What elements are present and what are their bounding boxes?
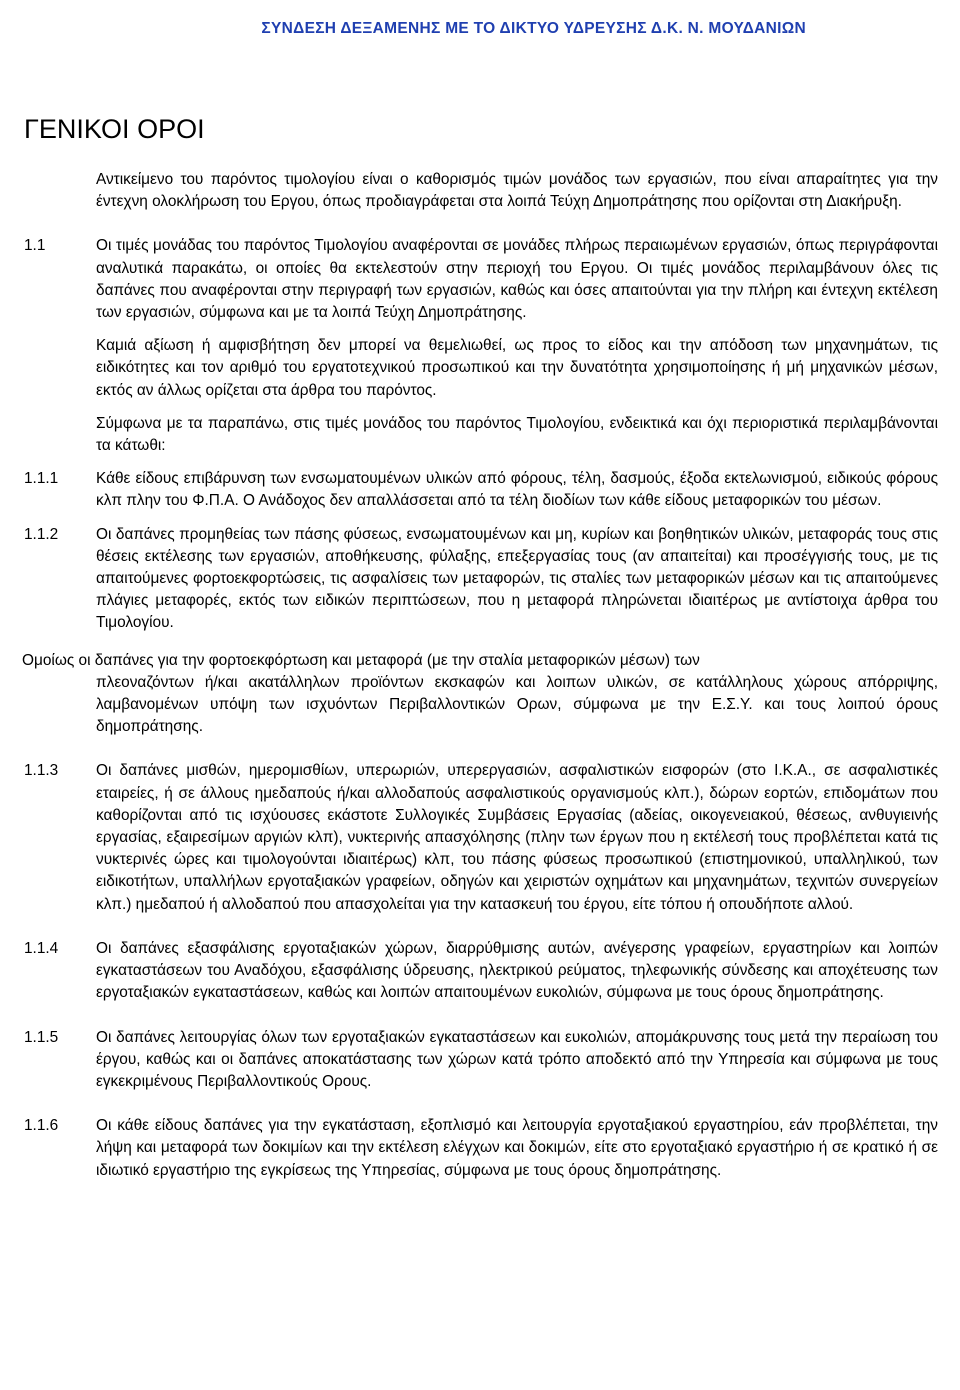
section-number: 1.1 [24,237,46,255]
list-item [24,760,938,915]
list-item [24,938,938,1005]
section-1-1-paragraph-2: Καμιά αξίωση ή αμφισβήτηση δεν μπορεί να θεμελιωθεί, ως προς το είδος και την απόδοση των μηχανημάτων, τις ειδικότητες και τον αριθμό του εργατοτεχνικού προσωπικού και την δυνατότητα χρησιμοποίησης ή μή μηχανικών μέσων, εκτός αν άλλως ορίζεται στα άρθρα του παρόντος. [96,337,938,399]
list-item [24,1115,938,1182]
list-item [24,468,938,512]
page-title: ΓΕΝΙΚΟΙ ΟΡΟΙ [24,114,205,144]
item-text: Οι δαπάνες μισθών, ημερομισθίων, υπερωριών, υπερεργασιών, ασφαλιστικών εισφορών (στο Ι.Κ.Α., σε ασφαλιστικές εταιρείες, ή σε άλλους ημεδαπούς ή/και αλλοδαπούς ασφαλιστικούς οργανισμούς κλπ.), δώρων εορτών, επιδομάτων που καθορίζονται από τις ισχύουσες εκάστοτε Συλλογικές Συμβάσεις Εργασίας (αδείας, οικογενειακού, θέσεως, ανθυγιεινής εργασίας, εξαιρεσίμων αργιών κλπ), νυκτερινής απασχόλησης (πλην των έργων που η εκτέλεσή τους προβλέπεται κατά τις νυκτερινές ώρες και τιμολογούνται ιδιαιτέρως) κλπ, του πάσης φύσεως προσωπικού (επιστημονικού, υπαλληλικού, των ειδικοτήτων, υπαλλήλων εργοταξιακών γραφείων, οδηγών και χειριστών οχημάτων και μηχανημάτων, τεχνιτών συνεργείων κλπ.) ημεδαπού ή αλλοδαπού που απασχολείται για την κατασκευή του έργου, είτε τόπου ή οπουδήποτε αλλού. [96,762,938,913]
list-item [24,524,938,635]
item-number: 1.1.2 [24,525,59,543]
item-number: 1.1.6 [24,1117,59,1135]
item-number: 1.1.4 [24,939,59,957]
item-number: 1.1.5 [24,1028,59,1046]
item-number: 1.1.3 [24,762,59,780]
similar-first-line: Ομοίως οι δαπάνες για την φορτοεκφόρτωση και μεταφορά (με την σταλία μεταφορικών μέσων) των [22,651,700,669]
item-text: Οι δαπάνες προμηθείας των πάσης φύσεως, ενσωματουμένων και μη, κυρίων και βοηθητικών υλικών, μεταφοράς τους στις θέσεις εκτέλεσης των εργασιών, αποθήκευσης, φύλαξης, επεξεργασίας τους (αν απαιτείται) και προσέγγισής τους, με τις απαιτούμενες φορτοεκφορτώσεις, τις ασφαλίσεις των μεταφορών, τις σταλίες των μεταφορικών μέσων και τις απαιτούμενες πλάγιες μεταφορές, εκτός των ειδικών περιπτώσεων, που η μεταφορά πληρώνεται ιδιαιτέρως με αντίστοιχα άρθρα του Τιμολογίου. [96,525,938,632]
similar-paragraph [24,650,938,739]
item-text: Κάθε είδους επιβάρυνση των ενσωματουμένων υλικών από φόρους, τέλη, δασμούς, έξοδα εκτελωνισμού, ειδικούς φόρους κλπ πλην του Φ.Π.Α. Ο Ανάδοχος δεν απαλλάσσεται από τα τέλη διοδίων των κάθε είδους μεταφορικών του μέσων. [96,470,938,510]
item-text: Οι κάθε είδους δαπάνες για την εγκατάσταση, εξοπλισμό και λειτουργία εργοταξιακού εργαστηρίου, εάν προβλέπεται, την λήψη και μεταφορά των δοκιμίων και την εκτέλεση ελέγχων και δοκιμών, είτε στο εργοταξιακό εργαστήριο ή σε κρατικό ή σε ιδιωτικό εργαστήριο της εγκρίσεως της Υπηρεσίας, σύμφωνα με τους όρους δημοπράτησης. [96,1117,938,1179]
section-1-1-paragraph-3: Σύμφωνα με τα παραπάνω, στις τιμές μονάδος του παρόντος Τιμολογίου, ενδεικτικά και όχι περιοριστικά περιλαμβάνονται τα κάτωθι: [96,414,938,455]
similar-rest: πλεοναζόντων ή/και ακατάλληλων προϊόντων εκσκαφών και λοιπων υλικών, σε κατάλληλους χώρους απόρριψης, λαμβανομένων υπόψη των ισχυόντων Περιβαλλοντικών Ορων, σύμφωνα με την Ε.Σ.Υ. και τους λοιπού όρους δημοπράτησης. [96,673,938,736]
intro-paragraph: Αντικείμενο του παρόντος τιμολογίου είναι ο καθορισμός τιμών μονάδος των εργασιών, που είναι απαραίτητες για την έντεχνη ολοκλήρωση του Εργου, όπως προδιαγράφεται στα λοιπά Τεύχη Δημοπράτησης που ορίζονται στη Διακήρυξη. [96,171,938,211]
document-body [24,169,938,1182]
item-number: 1.1.1 [24,470,59,488]
section-1-1-paragraph-1: Οι τιμές μονάδας του παρόντος Τιμολογίου αναφέρονται σε μονάδες πλήρως περαιωμένων εργασιών, όπως περιγράφονται αναλυτικά παρακάτω, οι οποίες θα εκτελεστούν στην περιοχή του Εργου. Οι τιμές μονάδος περιλαμβάνουν όλες τις δαπάνες που αναφέρονται στην περιγραφή των εργασιών, καθώς και όσες απαιτούνται για την πλήρη και έντεχνη εκτέλεση των εργασιών, σύμφωνα και με τα λοιπά Τεύχη Δημοπράτησης. [96,237,938,322]
document-header-title: ΣΥΝΔΕΣΗ ΔΕΞΑΜΕΝΗΣ ΜΕ ΤΟ ΔΙΚΤΥΟ ΥΔΡΕΥΣΗΣ Δ.Κ. Ν. ΜΟΥΔΑΝΙΩΝ [261,20,806,37]
section-1-1 [24,235,938,457]
list-item [24,1027,938,1094]
item-text: Οι δαπάνες εξασφάλισης εργοταξιακών χώρων, διαρρύθμισης αυτών, ανέγερσης γραφείων, εργαστηρίων και λοιπών εγκαταστάσεων του Αναδόχου, εξασφάλισης ύδρευσης, ηλεκτρικού ρεύματος, τηλεφωνικής σύνδεσης και αποχέτευσης των εργοταξιακών εγκαταστάσεων, καθώς και λοιπών απαιτουμένων ευκολιών, σύμφωνα με τους όρους δημοπράτησης. [96,939,938,1002]
item-text: Οι δαπάνες λειτουργίας όλων των εργοταξιακών εγκαταστάσεων και ευκολιών, απομάκρυνσης τους μετά την περαίωση του έργου, καθώς και οι δαπάνες αποκατάστασης των χώρων κατά τρόπο αποδεκτό από την Υπηρεσία και σύμφωνα με τους εγκεκριμένους Περιβαλλοντικούς Ορους. [96,1028,938,1090]
